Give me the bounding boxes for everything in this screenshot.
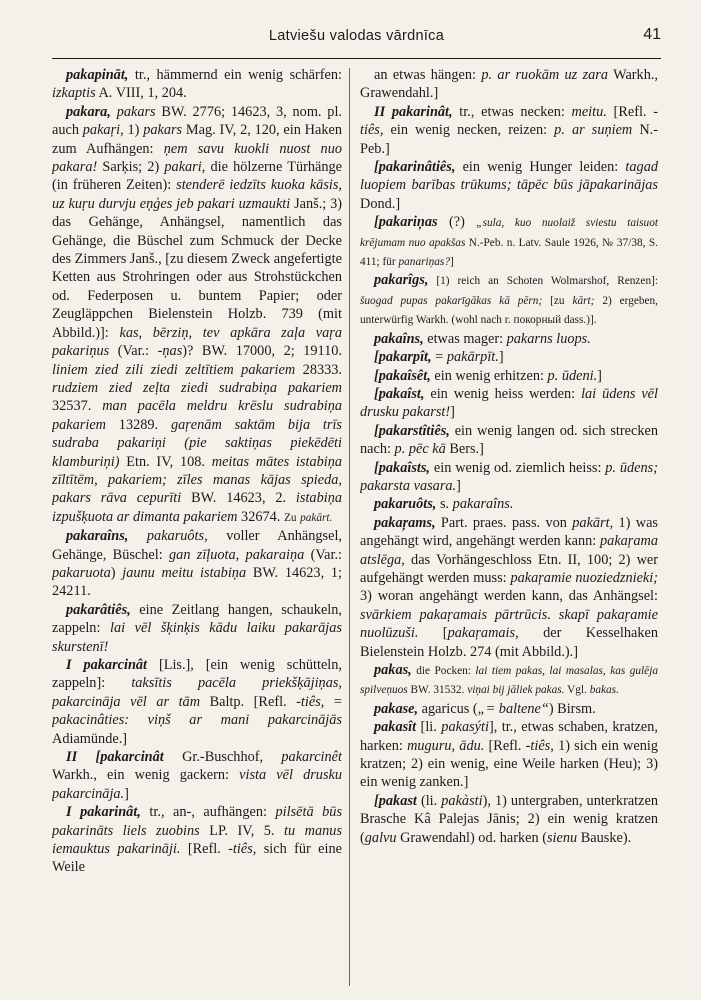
left-column-entry — [52, 103, 342, 527]
entry-text: jaunu meitu istabiņa — [122, 564, 247, 581]
entry-text: pakārt. — [300, 511, 333, 524]
headword: pakarâtiês, — [66, 601, 131, 618]
headword: pakarîgs, — [374, 272, 429, 289]
entry-text: p. ar ruokām uz zara — [481, 67, 609, 83]
entry-text: gan zīļuota, pakaraiņa — [169, 546, 305, 563]
right-column-entry — [360, 158, 658, 213]
left-column-entry — [52, 748, 342, 803]
entry-text: muguru, ādu. — [407, 737, 485, 754]
entry-text: Zu — [283, 511, 297, 524]
right-column-entry — [360, 103, 658, 158]
entry-text: BW. 31532. — [407, 684, 468, 697]
running-title: Latviešu valodas vārdnīca — [268, 28, 445, 44]
entry-text: = — [324, 693, 342, 710]
entry-text: ņem savu kuokli nuost nuo pakara! — [52, 140, 342, 176]
right-column-entry — [360, 792, 658, 847]
entry-text: ) Birsm. — [548, 700, 596, 717]
headword: II pakarinât, — [374, 103, 453, 120]
entry-text: Vgl. — [564, 684, 590, 697]
entry-text: -tiês, — [228, 841, 257, 858]
headword: [pakaîsêt, — [374, 367, 431, 384]
right-column-entry — [360, 348, 658, 366]
entry-text: tr., hämmernd ein wenig schärfen: — [128, 67, 342, 83]
entry-text: pakaraîns. — [452, 496, 514, 513]
entry-text: s. — [436, 496, 453, 513]
headword: pakaîns, — [374, 330, 424, 347]
entry-text: bakas. — [589, 684, 619, 697]
entry-text: meitas mātes istabiņa zīltītēm, pakariem; zīles manas kājas spieda, pakars rāva cepurīti — [52, 453, 342, 507]
entry-text: ], tr., etwas schaben, kratzen, harken: — [360, 719, 658, 754]
entry-text: tr., etwas necken: — [452, 103, 572, 120]
left-column-entry — [52, 66, 342, 103]
entry-text: [Refl. — [606, 103, 654, 120]
entry-text: Etn. IV, 108. — [119, 453, 212, 470]
right-column-entry — [360, 367, 658, 385]
entry-text: viņš ar mani pakarcinājās — [147, 712, 342, 729]
entry-text: „= baltene“ — [477, 700, 549, 717]
entry-text: tagad luopiem barības trūkums; tāpēc būs jāpakarinājas — [360, 159, 658, 194]
entry-text: 28333. — [295, 361, 342, 378]
entry-text: ] — [597, 367, 602, 384]
entry-text: pakarns luops. — [506, 330, 591, 347]
entry-text: Gr.-Buschhof, — [163, 749, 282, 766]
entry-text: izkaptis — [52, 85, 96, 102]
left-column — [52, 66, 342, 986]
entry-text: (li. — [416, 792, 442, 809]
headword: I pakarcinât — [66, 657, 148, 673]
right-column-entry — [360, 213, 658, 271]
right-column-entry — [360, 271, 658, 329]
entry-text: Bauske). — [577, 829, 632, 846]
entry-text: Dond.] — [360, 195, 401, 212]
headword: pakaŗams, — [374, 514, 436, 531]
entry-text: ), 1) untergraben, unterkratzen Brasche Kâ Palejas Jānis; 2) ein wenig kratzen ( — [360, 792, 658, 846]
entry-text: 1) — [123, 122, 144, 139]
headword: pakasît — [374, 719, 417, 736]
entry-text: tu manus iemauktus pakarināji. — [52, 822, 342, 858]
entry-text: ein wenig langen od. sich strecken nach: — [360, 422, 658, 458]
entry-text: -ņas — [157, 343, 183, 360]
entry-text: pakaruôts, — [146, 528, 208, 545]
entry-text: ) — [110, 564, 123, 581]
entry-text: sienu — [546, 829, 578, 846]
entry-text: (Var.: — [304, 546, 342, 563]
headword: [pakarinâtiês, — [374, 159, 456, 176]
entry-text: p. ūdens; pakarsta vasara. — [360, 459, 658, 494]
entry-text: stenderē iedzīts kuoka kāsis, uz kuŗu durvju eņģes jeb pakari uzmaukti — [52, 177, 342, 212]
headword: II [pakarcinât — [66, 749, 164, 766]
left-column-entry — [52, 803, 342, 877]
entry-text: Bers.] — [445, 441, 484, 458]
right-column-entry — [360, 718, 658, 792]
entry-text: ] — [450, 404, 455, 421]
entry-text: pakārt, — [572, 514, 614, 531]
entry-text: p. ar suņiem — [554, 122, 633, 139]
entry-text: pakaŗamais, — [447, 625, 519, 642]
entry-text — [129, 712, 148, 728]
entry-text: Janš.; 3) das Gehänge, Anhängsel, namentlich das Gehänge, die Büschel zum Schmuck der Decke des Zimmers Janš., [zu diesem Zweck angefertigte Ketten aus Strohringen oder aus Strohstückchen od. Federposen u. buntem Papier; oder Zeugläppchen Bielenstein Holzb. 739 (mit Abbild.)]: — [52, 195, 342, 341]
entry-text: [Refl. — [180, 841, 229, 858]
entry-text: pakaŗi, — [82, 122, 124, 139]
headword: [pakariņas — [374, 214, 438, 231]
entry-text: 2) ergeben, unterwürfig Warkh. (wohl nach r. покорный dass.)]. — [360, 294, 658, 327]
entry-text: [Lis.], [ein wenig schütteln, zappeln]: — [52, 657, 342, 692]
entry-text: panariņas? — [398, 256, 450, 269]
entry-text: tr., an-, aufhängen: — [140, 804, 276, 821]
entry-text: pakars — [143, 122, 183, 139]
entry-text: BW. 14623, 2. — [181, 490, 296, 507]
entry-text: ein wenig od. ziemlich heiss: — [430, 459, 606, 476]
entry-text: viņai bij jāliek pakas. — [467, 684, 565, 697]
entry-text: p. ūdeni. — [547, 367, 598, 384]
right-column-entry — [360, 495, 658, 513]
entry-text: -tiês, — [296, 693, 325, 710]
entry-text: [ — [418, 625, 448, 642]
entry-text: (?) — [437, 214, 477, 231]
headword: [pakast — [374, 792, 417, 809]
entry-text: liniem zied zili ziedi zeltītiem pakariem — [52, 361, 296, 378]
right-column-entry — [360, 422, 658, 459]
entry-text: ein wenig Hunger leiden: — [455, 159, 626, 176]
entry-text: [li. — [416, 719, 442, 736]
entry-text: pakarcinêt — [281, 749, 342, 766]
left-column-entry — [52, 656, 342, 748]
entry-text: p. pēc kā — [394, 441, 446, 458]
headword: I pakarinât, — [66, 804, 141, 821]
entry-text: A. VIII, 1, 204. — [95, 85, 187, 102]
entry-text: etwas mager: — [423, 330, 507, 347]
entry-text: pakars — [116, 103, 156, 120]
entry-text: 32674. — [237, 508, 284, 525]
headword: [pakarpît, — [374, 349, 432, 366]
entry-text: pakaruota — [52, 564, 111, 581]
right-column-entry — [360, 459, 658, 496]
entry-text: vista vēl drusku pakarcināja. — [52, 767, 342, 802]
entry-text: pakaŗamie nuoziedznieki; — [510, 569, 658, 586]
entry-text: rudziem zied zeļta ziedi sudrabiņa pakariem — [52, 379, 342, 396]
entry-text: pakaŗama atslēga, — [360, 533, 658, 568]
right-column — [360, 66, 658, 986]
right-column-entry — [360, 661, 658, 700]
entry-text: Warkh., ein wenig gackern: — [52, 767, 240, 784]
right-column-entry — [360, 514, 658, 661]
entry-text: ] — [124, 785, 129, 802]
right-column-entry — [360, 66, 658, 103]
entry-text: man pacēla meldru krēslu sudrabiņa pakariem — [52, 398, 342, 433]
entry-text: Sarķis; 2) — [97, 159, 165, 176]
entry-text: die hölzerne Türhänge (in früheren Zeiten): — [52, 159, 342, 194]
headword: pakase, — [374, 700, 419, 717]
entry-text: 1) sich ein wenig kratzen; 2) ein wenig, eine Weile harken (Heu); 3) ein wenig zanken.] — [360, 737, 658, 791]
page-number: 41 — [643, 26, 661, 43]
entry-text: LP. IV, 5. — [199, 822, 285, 839]
entry-text: lai vēl šķinķis kādu laiku pakarājas skurstenī! — [52, 620, 342, 655]
entry-text: die Pocken: — [411, 665, 476, 677]
entry-text: lai ūdens vēl drusku pakarst! — [360, 385, 658, 421]
entry-text: 32537. — [52, 398, 103, 415]
entry-text: 3) woran angehängt werden kann, das Anhängsel: — [360, 588, 658, 605]
entry-text: ein wenig erhitzen: — [430, 367, 548, 384]
entry-text: das Vorhängeschloss Etn. II, 100; 2) wer aufgehängt werden muss: — [360, 551, 658, 586]
entry-text: voller Anhängsel, Gehänge, Büschel: — [52, 528, 342, 563]
entry-text: [Refl. — [484, 737, 526, 754]
right-column-entry — [360, 700, 658, 718]
entry-text: der Kesselhaken Bielenstein Holzb. 274 (mit Abbild.).] — [360, 625, 658, 660]
entry-text: N.-Peb.] — [360, 122, 658, 157]
headword: [pakaîst, — [374, 385, 425, 402]
entry-text: [1) reich an Schoten Wolmarshof, Renzen]: — [428, 275, 658, 288]
entry-text: šuogad pupas pakarīgākas kā pērn; — [360, 294, 543, 307]
entry-text: 13289. — [106, 416, 171, 433]
left-column-entry — [52, 527, 342, 601]
entry-text: 1) was angehängt wird, angehängt werden kann: — [360, 514, 658, 550]
entry-text: gaŗenām saktām bija trīs sudraba pakariņi (pie saktiņas piekēdēti klamburiņi) — [52, 416, 342, 470]
entry-text: [zu — [542, 294, 573, 307]
headword: [pakarstîtiês, — [374, 422, 450, 439]
entry-text: svārkiem pakaŗamais pārtrūcis. skapī pakaŗamie nuolūzuši. — [360, 606, 658, 642]
entry-text: )? BW. 17000, 2; 19110. — [182, 343, 342, 360]
entry-text: = — [431, 349, 447, 366]
entry-text: pakasýti — [441, 719, 489, 736]
entry-text: pakàsti — [441, 792, 483, 809]
left-column-entry — [52, 601, 342, 656]
entry-text: Baltp. [Refl. — [200, 693, 297, 710]
entry-text: lai tiem pakas, lai masalas, kas gulēja spilveņuos — [360, 665, 658, 697]
column-divider — [349, 68, 350, 986]
headword: pakaruôts, — [374, 496, 437, 513]
headword: pakara, — [66, 103, 111, 120]
entry-text: ] — [456, 477, 461, 494]
entry-text: pilsētā būs pakarināts liels zuobins — [52, 804, 342, 839]
entry-text: ] — [498, 349, 504, 366]
headword: pakaraîns, — [66, 528, 129, 545]
entry-text: Grawendahl) od. harken ( — [396, 829, 547, 846]
entry-text: istabiņa izpušķuota ar dimanta pakariem — [52, 490, 342, 525]
entry-text: (Var.: — [109, 343, 158, 360]
headword: pakapināt, — [66, 67, 129, 83]
entry-text: pakārpīt. — [446, 349, 499, 366]
entry-text: meitu. — [571, 103, 607, 120]
entry-text: pakacinâties: — [52, 712, 130, 729]
right-column-entry — [360, 330, 658, 348]
entry-text: -tiês, — [525, 737, 554, 754]
entry-text: ein wenig necken, reizen: — [383, 122, 555, 139]
entry-text: pakari, — [164, 159, 206, 176]
entry-text: sich für eine Weile — [52, 841, 342, 876]
entry-text: eine Zeitlang hangen, schaukeln, zappeln: — [52, 601, 342, 637]
entry-text: ein wenig heiss werden: — [424, 385, 582, 402]
entry-text: an etwas hängen: — [374, 67, 482, 83]
entry-text: kas, bērziņ, tev apkāra zaļa vaŗa pakariņus — [52, 324, 342, 360]
entry-text — [128, 528, 147, 544]
headword: [pakaîsts, — [374, 459, 431, 476]
entry-text: ] — [449, 256, 454, 269]
entry-text: kārt; — [572, 294, 595, 307]
entry-text: -tiês, — [360, 103, 658, 139]
entry-text: agaricus ( — [418, 700, 478, 717]
page-header — [52, 18, 661, 59]
entry-text: taksītis pacēla priekšķājiņas, pakarcināja vēl ar tām — [52, 675, 342, 710]
entry-text: BW. 2776; 14623, 3, nom. pl. auch — [52, 103, 342, 139]
headword: pakas, — [374, 662, 412, 678]
right-column-entry — [360, 385, 658, 422]
entry-text: „sula, kuo nuolaiž sviestu taisuot krējumam nuo apakšas — [360, 217, 658, 249]
entry-text: Part. praes. pass. von — [435, 514, 573, 531]
entry-text: Adiamünde.] — [52, 730, 128, 747]
entry-text: N.-Peb. n. Latv. Saule 1926, № 37/38, S. 411; für — [360, 236, 658, 269]
entry-text: BW. 14623, 1; 24211. — [52, 564, 342, 600]
entry-text: galvu — [364, 829, 397, 846]
entry-text: Warkh., Grawendahl.] — [360, 67, 658, 102]
entry-text: Mag. IV, 2, 120, ein Haken zum Aufhängen: — [52, 122, 342, 157]
